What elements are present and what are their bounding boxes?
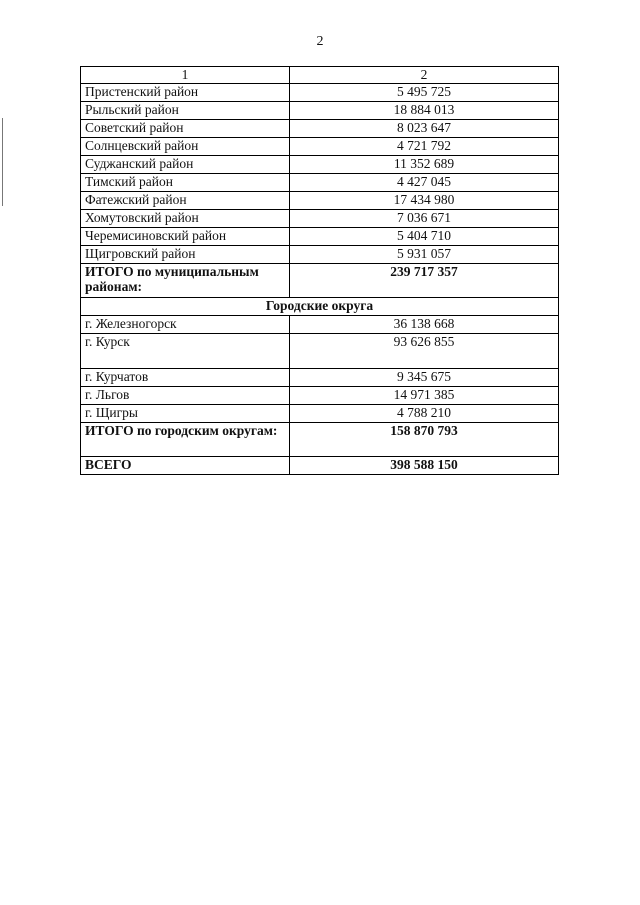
- row-value: 9 345 675: [290, 369, 559, 387]
- header-col-2: 2: [290, 67, 559, 84]
- row-value: 36 138 668: [290, 316, 559, 334]
- row-value: 8 023 647: [290, 120, 559, 138]
- data-table: [80, 66, 559, 475]
- page-number: 2: [316, 34, 324, 49]
- row-name: Солнцевский район: [81, 138, 290, 156]
- section-header-row: [81, 298, 559, 316]
- row-name: г. Курск: [81, 334, 290, 369]
- row-name: Хомутовский район: [81, 210, 290, 228]
- table-row: [81, 228, 559, 246]
- row-value: 7 036 671: [290, 210, 559, 228]
- row-name: Рыльский район: [81, 102, 290, 120]
- row-name: Суджанский район: [81, 156, 290, 174]
- row-name: Пристенский район: [81, 84, 290, 102]
- row-value: 4 788 210: [290, 405, 559, 423]
- row-name: г. Курчатов: [81, 369, 290, 387]
- table-row: [81, 405, 559, 423]
- row-value: 5 931 057: [290, 246, 559, 264]
- row-name: Советский район: [81, 120, 290, 138]
- row-value: 18 884 013: [290, 102, 559, 120]
- grand-total-label: ВСЕГО: [81, 457, 290, 475]
- grand-total-value: 398 588 150: [290, 457, 559, 475]
- table-row: [81, 102, 559, 120]
- table-row: [81, 369, 559, 387]
- row-name: г. Щигры: [81, 405, 290, 423]
- row-value: 4 427 045: [290, 174, 559, 192]
- table-row: [81, 156, 559, 174]
- row-name: Тимский район: [81, 174, 290, 192]
- row-value: 5 404 710: [290, 228, 559, 246]
- table-row: [81, 210, 559, 228]
- row-name: г. Льгов: [81, 387, 290, 405]
- city-total-label: ИТОГО по городским округам:: [81, 423, 290, 457]
- row-value: 14 971 385: [290, 387, 559, 405]
- district-total-value: 239 717 357: [290, 264, 559, 298]
- table-row: [81, 138, 559, 156]
- row-value: 5 495 725: [290, 84, 559, 102]
- margin-line: [2, 118, 3, 206]
- table-row: [81, 246, 559, 264]
- district-total-label: ИТОГО по муниципальным районам:: [81, 264, 290, 298]
- section-title: Городские округа: [81, 298, 559, 316]
- table-row: [81, 84, 559, 102]
- table-row: [81, 334, 559, 369]
- city-total-value: 158 870 793: [290, 423, 559, 457]
- table-row: [81, 174, 559, 192]
- row-name: Фатежский район: [81, 192, 290, 210]
- table-header-row: [81, 67, 559, 84]
- row-value: 4 721 792: [290, 138, 559, 156]
- row-value: 17 434 980: [290, 192, 559, 210]
- header-col-1: 1: [81, 67, 290, 84]
- table-row: [81, 120, 559, 138]
- row-name: Щигровский район: [81, 246, 290, 264]
- city-total-row: [81, 423, 559, 457]
- table-row: [81, 316, 559, 334]
- row-value: 93 626 855: [290, 334, 559, 369]
- district-total-row: [81, 264, 559, 298]
- row-name: г. Железногорск: [81, 316, 290, 334]
- grand-total-row: [81, 457, 559, 475]
- table-row: [81, 192, 559, 210]
- row-value: 11 352 689: [290, 156, 559, 174]
- table-row: [81, 387, 559, 405]
- row-name: Черемисиновский район: [81, 228, 290, 246]
